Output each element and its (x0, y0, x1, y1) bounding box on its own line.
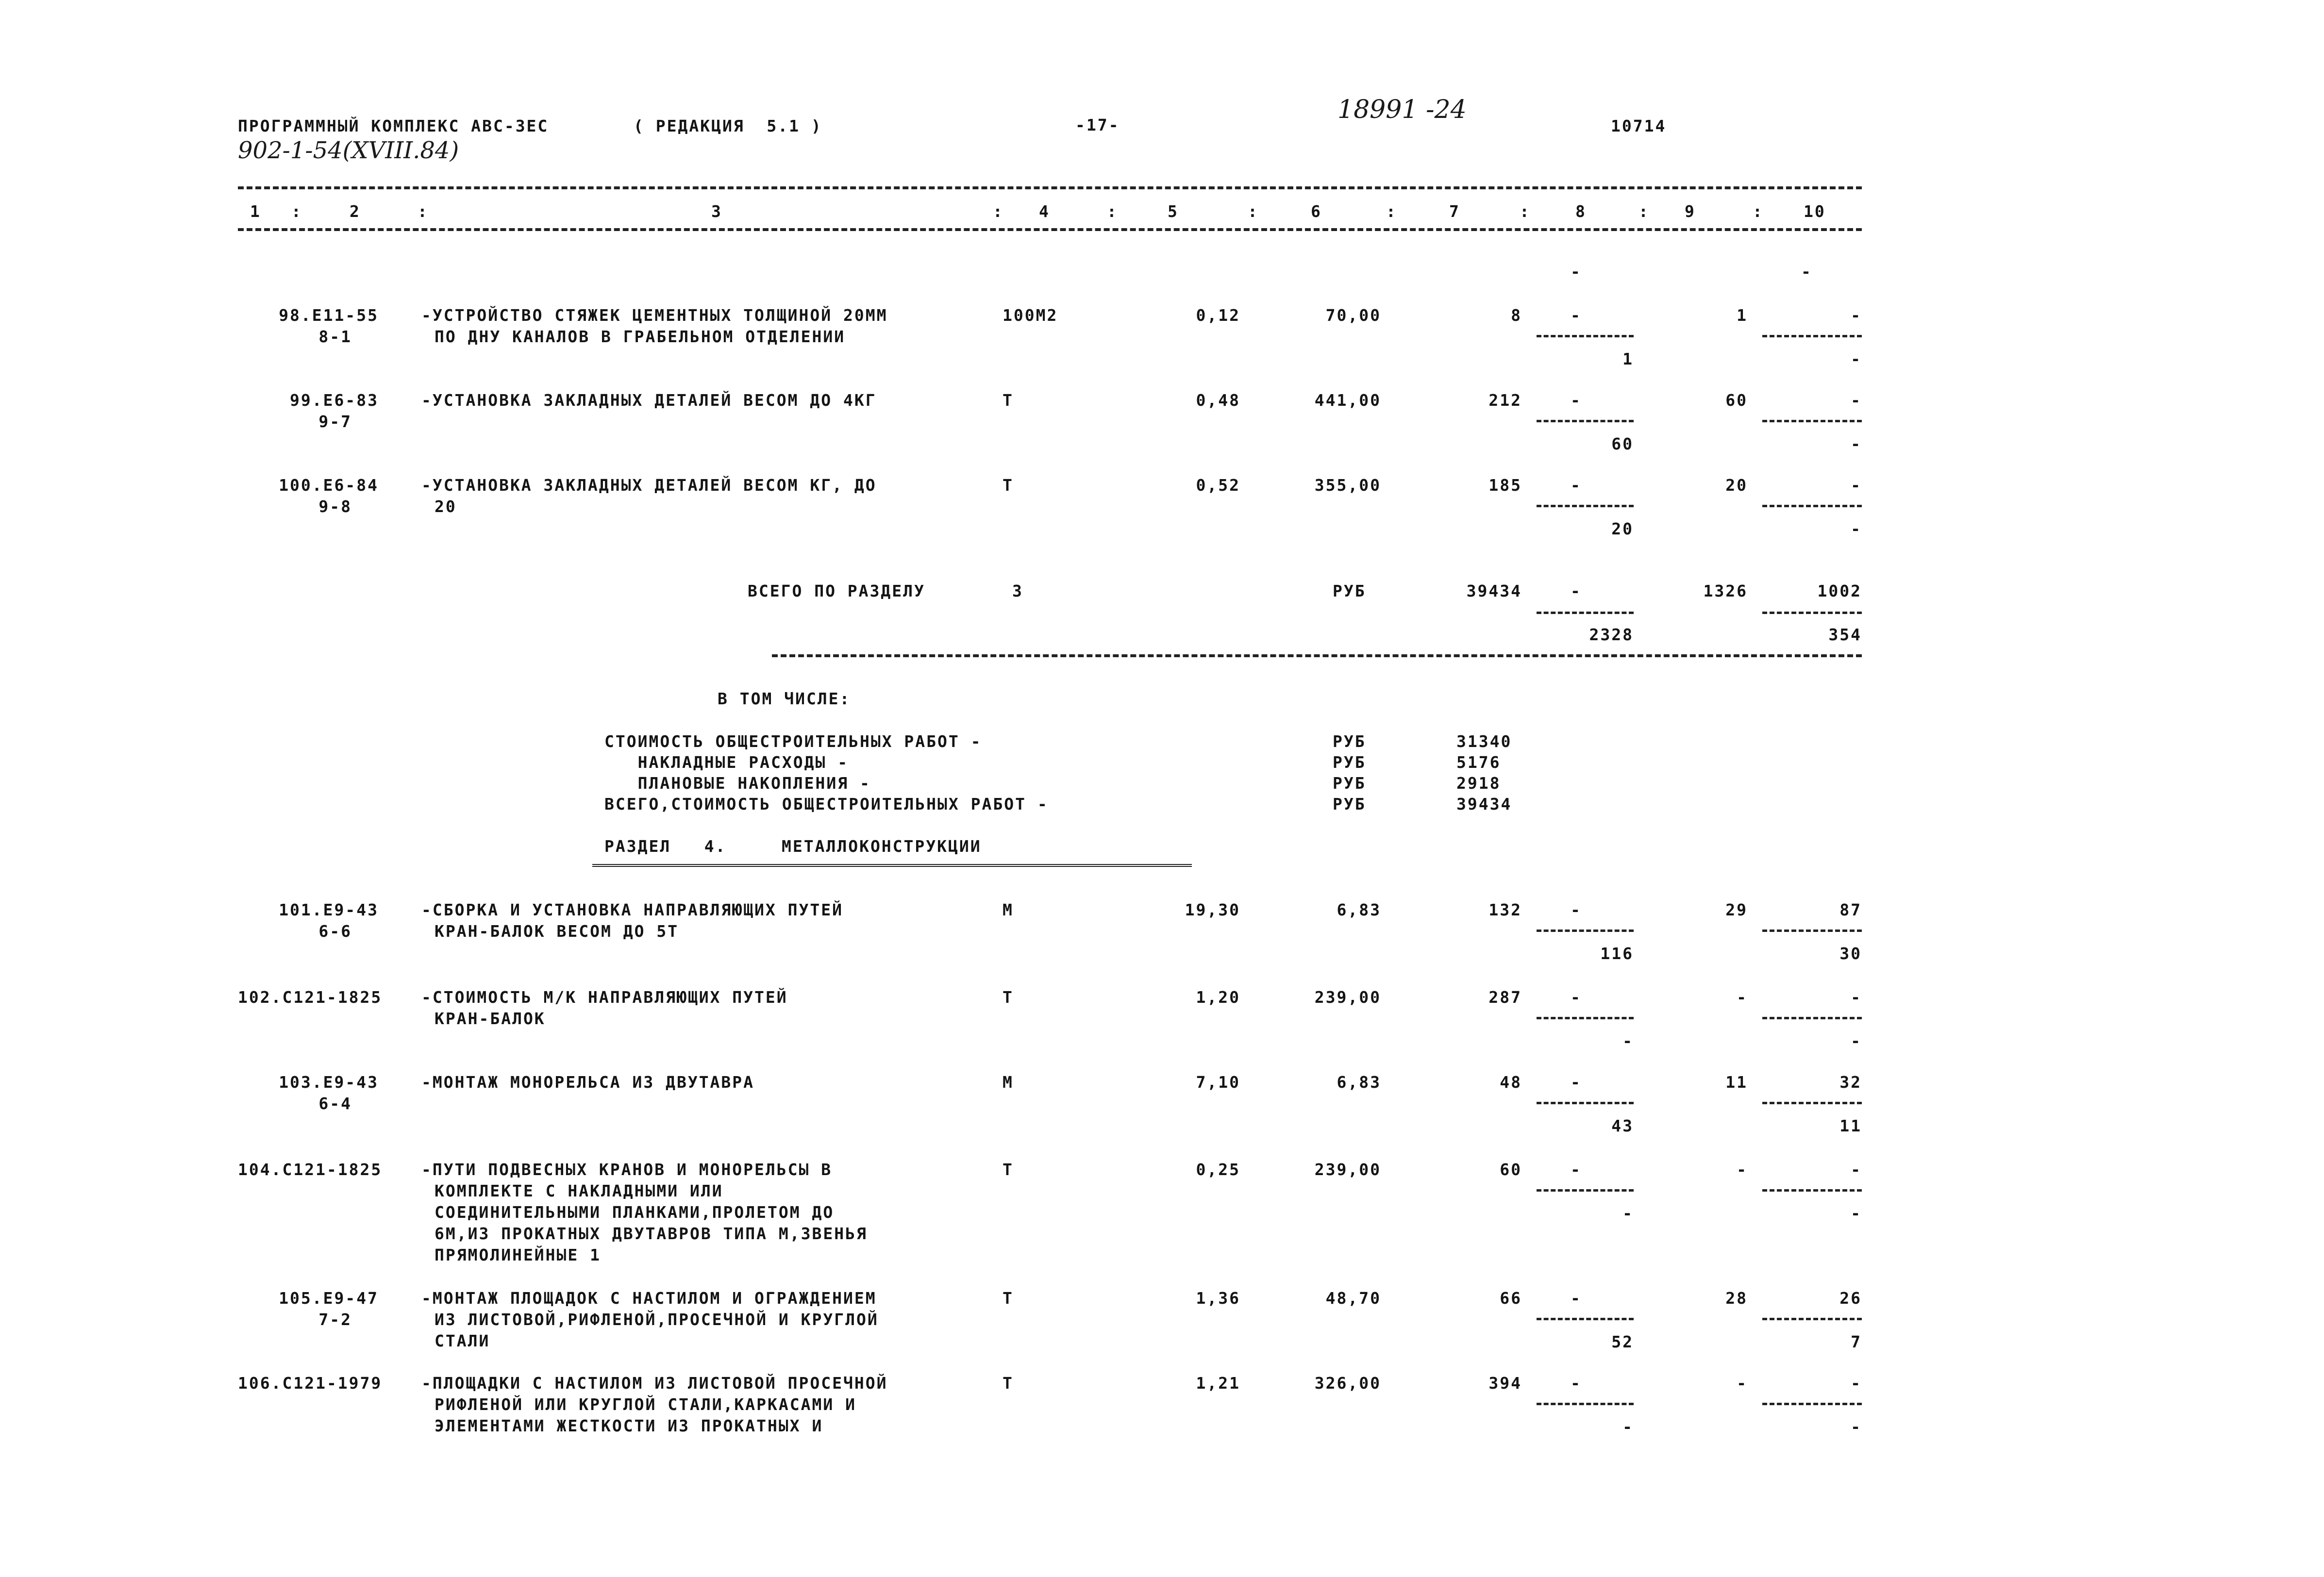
item-col9: 28 (1725, 1289, 1748, 1308)
column-separator: : (1753, 202, 1764, 221)
item-col10-top: - (1851, 988, 1862, 1007)
item-code: 103.Е9-43 (279, 1073, 379, 1092)
item-unit-price: 6,83 (1337, 900, 1381, 919)
item-unit-price: 355,00 (1314, 476, 1381, 495)
section-total-col9: 1326 (1703, 581, 1748, 600)
item-description-line: -МОНТАЖ МОНОРЕЛЬСА ИЗ ДВУТАВРА (421, 1073, 755, 1092)
item-col8-top: - (1571, 900, 1582, 919)
item-description-line: КРАН-БАЛОК ВЕСОМ ДО 5Т (435, 922, 679, 941)
item-description-line: 6М,ИЗ ПРОКАТНЫХ ДВУТАВРОВ ТИПА М,ЗВЕНЬЯ (435, 1224, 868, 1243)
item-col10-bottom: 11 (1839, 1116, 1862, 1135)
section-total-col10-top: 1002 (1817, 581, 1862, 600)
item-total: 287 (1488, 988, 1522, 1007)
item-col8-bottom: 43 (1611, 1116, 1634, 1135)
item-sub-code: 6-4 (318, 1094, 352, 1113)
including-label: ПЛАНОВЫЕ НАКОПЛЕНИЯ - (604, 774, 871, 793)
including-unit: РУБ (1333, 795, 1366, 813)
item-description-line: ПО ДНУ КАНАЛОВ В ГРАБЕЛЬНОМ ОТДЕЛЕНИИ (435, 327, 846, 346)
header-rule-bottom (238, 228, 1862, 231)
item-sub-code: 6-6 (318, 922, 352, 941)
including-label: СТОИМОСТЬ ОБЩЕСТРОИТЕЛЬНЫХ РАБОТ - (604, 732, 982, 751)
item-col10-bottom: - (1851, 349, 1862, 368)
item-col10-bottom: 7 (1851, 1332, 1862, 1351)
item-col8-top: - (1571, 988, 1582, 1007)
including-value: 39434 (1456, 795, 1512, 813)
item-col9: 1 (1737, 306, 1748, 325)
item-unit-price: 70,00 (1325, 306, 1381, 325)
item-unit-price: 326,00 (1314, 1374, 1381, 1393)
including-label: НАКЛАДНЫЕ РАСХОДЫ - (604, 753, 849, 772)
item-code: 100.Е6-84 (279, 476, 379, 495)
item-col8-bottom: 52 (1611, 1332, 1634, 1351)
section-total-col10-bottom: 354 (1828, 625, 1862, 644)
item-code: 105.Е9-47 (279, 1289, 379, 1308)
item-col8-top: - (1571, 1289, 1582, 1308)
item-col10-rule (1762, 505, 1862, 507)
item-col9: 29 (1725, 900, 1748, 919)
column-header-10: 10 (1804, 202, 1826, 221)
item-unit-price: 6,83 (1337, 1073, 1381, 1092)
item-description-line: РИФЛЕНОЙ ИЛИ КРУГЛОЙ СТАЛИ,КАРКАСАМИ И (435, 1395, 856, 1414)
item-col8-bottom: - (1622, 1031, 1634, 1050)
item-description-line: -МОНТАЖ ПЛОЩАДОК С НАСТИЛОМ И ОГРАЖДЕНИЕМ (421, 1289, 877, 1308)
item-col10-top: - (1851, 391, 1862, 410)
including-label: ВСЕГО,СТОИМОСТЬ ОБЩЕСТРОИТЕЛЬНЫХ РАБОТ - (604, 795, 1049, 813)
item-quantity: 0,52 (1196, 476, 1240, 495)
column-separator: : (993, 202, 1004, 221)
item-col10-top: 26 (1839, 1289, 1862, 1308)
item-col10-rule (1762, 1318, 1862, 1320)
item-col8-bottom: - (1622, 1204, 1634, 1223)
item-unit: 100М2 (1003, 306, 1058, 325)
including-value: 2918 (1456, 774, 1501, 793)
item-total: 394 (1488, 1374, 1522, 1393)
item-description-line: -УСТРОЙСТВО СТЯЖЕК ЦЕМЕНТНЫХ ТОЛЩИНОЙ 20ММ (421, 306, 888, 325)
item-description-line: -ПЛОЩАДКИ С НАСТИЛОМ ИЗ ЛИСТОВОЙ ПРОСЕЧНОЙ (421, 1374, 888, 1393)
item-unit: Т (1003, 1160, 1014, 1179)
item-col10-rule (1762, 1102, 1862, 1104)
section-total-rule (772, 654, 1862, 657)
item-unit: М (1003, 900, 1014, 919)
item-quantity: 7,10 (1196, 1073, 1240, 1092)
item-col8-bottom: - (1622, 1417, 1634, 1436)
item-total: 48 (1500, 1073, 1522, 1092)
item-col8-top: - (1571, 476, 1582, 495)
item-col10-top: 32 (1839, 1073, 1862, 1092)
section4-underline (592, 864, 1192, 869)
item-unit-price: 48,70 (1325, 1289, 1381, 1308)
item-col10-bottom: 30 (1839, 944, 1862, 963)
section-total-col8-top: - (1571, 581, 1582, 600)
item-sub-code: 8-1 (318, 327, 352, 346)
item-col8-rule (1537, 1189, 1634, 1192)
item-col8-rule (1537, 1102, 1634, 1104)
item-col10-top: - (1851, 1374, 1862, 1393)
section4-title: МЕТАЛЛОКОНСТРУКЦИИ (782, 837, 982, 856)
item-description-line: КОМПЛЕКТЕ С НАКЛАДНЫМИ ИЛИ (435, 1181, 723, 1200)
item-col8-bottom: 20 (1611, 519, 1634, 538)
including-unit: РУБ (1333, 774, 1366, 793)
including-unit: РУБ (1333, 753, 1366, 772)
item-unit-price: 441,00 (1314, 391, 1381, 410)
handwritten-code: 18991 -24 (1338, 95, 1467, 124)
column-header-7: 7 (1449, 202, 1460, 221)
item-col8-rule (1537, 1403, 1634, 1405)
column-separator: : (1386, 202, 1397, 221)
item-quantity: 1,36 (1196, 1289, 1240, 1308)
item-col8-rule (1537, 420, 1634, 422)
item-quantity: 1,21 (1196, 1374, 1240, 1393)
item-quantity: 0,12 (1196, 306, 1240, 325)
item-unit: Т (1003, 1289, 1014, 1308)
item-col10-top: 87 (1839, 900, 1862, 919)
item-col10-rule (1762, 420, 1862, 422)
item-code: 104.С121-1825 (238, 1160, 383, 1179)
item-col10-top: - (1851, 476, 1862, 495)
item-col8-bottom: 1 (1622, 349, 1634, 368)
item-col10-top: - (1851, 1160, 1862, 1179)
item-col10-bottom: - (1851, 1417, 1862, 1436)
item-col8-top: - (1571, 391, 1582, 410)
item-col8-bottom: 60 (1611, 434, 1634, 453)
item-col10-bottom: - (1851, 1031, 1862, 1050)
column-header-9: 9 (1685, 202, 1696, 221)
item-col8-top: - (1571, 306, 1582, 325)
item-col9: - (1737, 1374, 1748, 1393)
program-name: ПРОГРАММНЫЙ КОМПЛЕКС АВС-3ЕС (238, 116, 549, 135)
item-total: 185 (1488, 476, 1522, 495)
col10-start-mark: - (1801, 262, 1812, 281)
including-value: 31340 (1456, 732, 1512, 751)
column-separator: : (1248, 202, 1259, 221)
column-header-8: 8 (1575, 202, 1587, 221)
item-col9: - (1737, 988, 1748, 1007)
item-col10-rule (1762, 1189, 1862, 1192)
item-total: 132 (1488, 900, 1522, 919)
item-col8-rule (1537, 505, 1634, 507)
item-col8-rule (1537, 335, 1634, 337)
item-col8-top: - (1571, 1374, 1582, 1393)
item-col9: 60 (1725, 391, 1748, 410)
item-total: 212 (1488, 391, 1522, 410)
item-col10-bottom: - (1851, 1204, 1862, 1223)
column-separator: : (418, 202, 429, 221)
item-col10-bottom: - (1851, 434, 1862, 453)
item-col8-top: - (1571, 1073, 1582, 1092)
item-description-line: 20 (435, 497, 457, 516)
item-sub-code: 9-8 (318, 497, 352, 516)
section-total-col8-bottom: 2328 (1589, 625, 1634, 644)
column-header-3: 3 (711, 202, 722, 221)
item-description-line: СТАЛИ (435, 1331, 490, 1350)
item-code: 98.Е11-55 (279, 306, 379, 325)
item-unit-price: 239,00 (1314, 1160, 1381, 1179)
section4-label: РАЗДЕЛ 4. (604, 837, 727, 856)
item-code: 102.С121-1825 (238, 988, 383, 1007)
item-col10-rule (1762, 930, 1862, 932)
header-rule-top (238, 186, 1862, 189)
item-total: 60 (1500, 1160, 1522, 1179)
including-value: 5176 (1456, 753, 1501, 772)
item-col10-rule (1762, 335, 1862, 337)
item-col9: 20 (1725, 476, 1748, 495)
item-col8-rule (1537, 1318, 1634, 1320)
item-col10-bottom: - (1851, 519, 1862, 538)
column-header-1: 1 (250, 202, 261, 221)
col8-start-mark: - (1571, 262, 1582, 281)
item-col9: - (1737, 1160, 1748, 1179)
section-total-unit: РУБ (1333, 581, 1366, 600)
section-total-col10-rule (1762, 612, 1862, 614)
item-code: 106.С121-1979 (238, 1374, 383, 1393)
section-total-value: 39434 (1466, 581, 1522, 600)
item-unit: Т (1003, 391, 1014, 410)
item-description-line: ИЗ ЛИСТОВОЙ,РИФЛЕНОЙ,ПРОСЕЧНОЙ И КРУГЛОЙ (435, 1310, 879, 1329)
item-description-line: -СТОИМОСТЬ М/К НАПРАВЛЯЮЩИХ ПУТЕЙ (421, 988, 788, 1007)
project-code: 902-1-54(XVIII.84) (238, 137, 459, 164)
item-col10-rule (1762, 1017, 1862, 1019)
section-total-col8-rule (1537, 612, 1634, 614)
item-total: 8 (1511, 306, 1522, 325)
item-unit: Т (1003, 1374, 1014, 1393)
item-col8-rule (1537, 930, 1634, 932)
column-separator: : (1520, 202, 1531, 221)
item-description-line: ЭЛЕМЕНТАМИ ЖЕСТКОСТИ ИЗ ПРОКАТНЫХ И (435, 1416, 823, 1435)
item-col10-top: - (1851, 306, 1862, 325)
item-description-line: КРАН-БАЛОК (435, 1009, 546, 1028)
item-code: 101.Е9-43 (279, 900, 379, 919)
item-code: 99.Е6-83 (290, 391, 379, 410)
including-title: В ТОМ ЧИСЛЕ: (718, 689, 851, 708)
column-header-6: 6 (1311, 202, 1322, 221)
section-total-label: ВСЕГО ПО РАЗДЕЛУ (748, 581, 925, 600)
item-description-line: ПРЯМОЛИНЕЙНЫЕ 1 (435, 1245, 602, 1264)
item-col8-bottom: 116 (1600, 944, 1634, 963)
item-col10-rule (1762, 1403, 1862, 1405)
item-quantity: 0,48 (1196, 391, 1240, 410)
section-total-number: 3 (1012, 581, 1023, 600)
including-unit: РУБ (1333, 732, 1366, 751)
column-header-4: 4 (1039, 202, 1050, 221)
item-unit: Т (1003, 988, 1014, 1007)
item-sub-code: 7-2 (318, 1310, 352, 1329)
item-description-line: -ПУТИ ПОДВЕСНЫХ КРАНОВ И МОНОРЕЛЬСЫ В (421, 1160, 833, 1179)
item-unit-price: 239,00 (1314, 988, 1381, 1007)
program-edition: ( РЕДАКЦИЯ 5.1 ) (634, 116, 822, 135)
document-number: 10714 (1611, 116, 1667, 135)
page-number: -17- (1075, 116, 1120, 134)
column-separator: : (1639, 202, 1650, 221)
column-separator: : (1107, 202, 1118, 221)
item-col9: 11 (1725, 1073, 1748, 1092)
item-unit: Т (1003, 476, 1014, 495)
item-quantity: 19,30 (1185, 900, 1240, 919)
item-sub-code: 9-7 (318, 412, 352, 431)
column-separator: : (291, 202, 302, 221)
item-description-line: -УСТАНОВКА ЗАКЛАДНЫХ ДЕТАЛЕЙ ВЕСОМ КГ, ДО (421, 476, 877, 495)
column-header-2: 2 (350, 202, 361, 221)
item-col8-top: - (1571, 1160, 1582, 1179)
item-description-line: -СБОРКА И УСТАНОВКА НАПРАВЛЯЮЩИХ ПУТЕЙ (421, 900, 843, 919)
item-description-line: СОЕДИНИТЕЛЬНЫМИ ПЛАНКАМИ,ПРОЛЕТОМ ДО (435, 1203, 835, 1222)
item-quantity: 0,25 (1196, 1160, 1240, 1179)
item-description-line: -УСТАНОВКА ЗАКЛАДНЫХ ДЕТАЛЕЙ ВЕСОМ ДО 4КГ (421, 391, 877, 410)
item-total: 66 (1500, 1289, 1522, 1308)
column-header-5: 5 (1168, 202, 1179, 221)
item-unit: М (1003, 1073, 1014, 1092)
item-col8-rule (1537, 1017, 1634, 1019)
item-quantity: 1,20 (1196, 988, 1240, 1007)
